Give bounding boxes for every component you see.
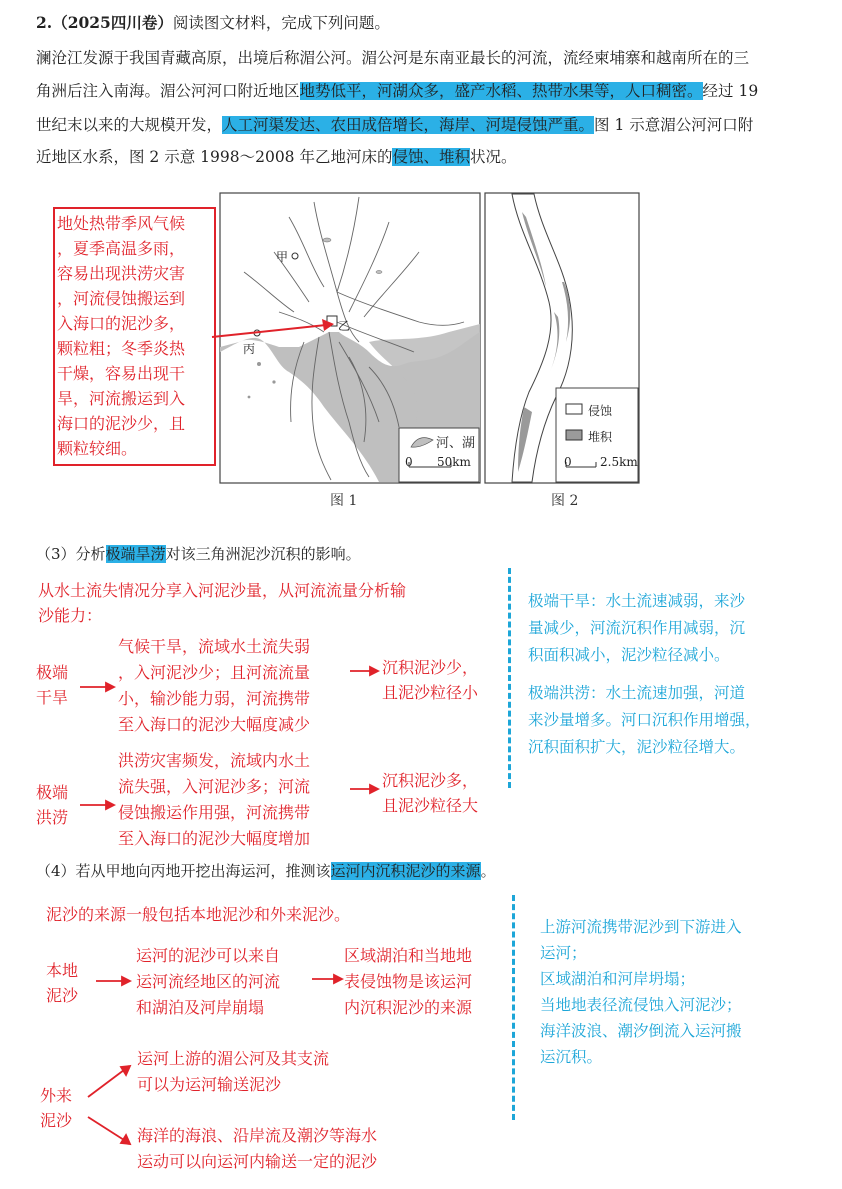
answer-line: 来沙量增多。河口沉积作用增强，	[528, 711, 761, 729]
external-text-line: 运动可以向运河内输送一定的泥沙	[137, 1152, 378, 1171]
answer-line: 极端洪涝：水土流速加强，河道	[528, 684, 746, 702]
q3-intro-1: 从水土流失情况分享入河泥沙量，从河流流量分析输	[38, 581, 407, 600]
drought-text-line: 气候干旱，流域水土流失弱	[118, 637, 311, 656]
answer-line: 区域湖泊和河岸坍塌；	[540, 970, 696, 988]
figure1-scale-value: 50km	[437, 455, 471, 469]
flood-result-line: 且泥沙粒径大	[382, 796, 479, 815]
figure2-scale-value: 2.5km	[600, 455, 638, 469]
q4-external-text-2	[137, 1123, 377, 1175]
q3-highlight: 极端旱涝	[105, 545, 166, 563]
climate-line: 干燥，容易出现干	[57, 364, 186, 383]
figure2-caption: 图 2	[551, 493, 579, 509]
external-label-line: 外来	[40, 1086, 73, 1105]
label-yi: 乙	[338, 319, 351, 333]
q4-divider	[512, 895, 515, 1120]
q4-answer	[540, 914, 742, 1070]
material-text: 图 1 示意湄公河河口附	[594, 116, 754, 134]
figure2-scale-zero: 0	[564, 455, 572, 469]
flood-label-line: 洪涝	[36, 808, 69, 827]
q3-divider	[508, 568, 511, 788]
question-source: （2025四川卷）	[52, 13, 173, 32]
q4-title	[36, 860, 496, 882]
local-result-line: 内沉积泥沙的来源	[344, 998, 473, 1017]
highlight-text: 地势低平，河湖众多，盛产水稻、热带水果等，人口稠密。	[299, 82, 703, 100]
answer-line: 上游河流携带泥沙到下游进入	[540, 918, 742, 936]
material-text: 近地区水系，图 2 示意 1998～2008 年乙地河床的	[36, 148, 393, 166]
flood-text-line: 侵蚀搬运作用强，河流携带	[118, 803, 311, 822]
climate-line: 颗粒粗；冬季炎热	[57, 339, 186, 358]
material-text: 澜沧江发源于我国青藏高原，出境后称湄公河。湄公河是东南亚最长的河流，流经柬埔寨和越南所在的三	[36, 49, 750, 67]
flood-result-line: 沉积泥沙多，	[382, 771, 479, 790]
q3-intro-2: 沙能力：	[38, 606, 103, 625]
local-result-line: 表侵蚀物是该运河	[344, 972, 473, 991]
local-result-line: 区域湖泊和当地地	[344, 946, 473, 965]
answer-line: 当地地表径流侵蚀入河泥沙；	[540, 996, 742, 1014]
material-text: 世纪末以来的大规模开发，	[36, 116, 223, 134]
answer-line: 积面积减小，泥沙粒径减小。	[528, 646, 730, 664]
q4-suffix: 。	[480, 862, 496, 880]
q4-local-label	[46, 958, 78, 1008]
climate-line: 入海口的泥沙多，	[57, 314, 186, 333]
flood-text-line: 洪涝灾害频发，流域内水土	[118, 751, 311, 770]
flood-label-line: 极端	[36, 783, 69, 802]
external-label-line: 泥沙	[40, 1111, 73, 1130]
q4-external-label	[40, 1083, 72, 1133]
q4-highlight: 运河内沉积泥沙的来源	[330, 862, 481, 880]
q4-external-text-1	[137, 1046, 329, 1098]
drought-text-line: 至入海口的泥沙大幅度减少	[118, 715, 311, 734]
answer-line: 沉积面积扩大，泥沙粒径增大。	[528, 738, 746, 756]
material-text: 角洲后注入南海。湄公河河口附近地区	[36, 82, 300, 100]
local-text-line: 运河流经地区的河流	[136, 972, 281, 991]
answer-line: 运沉积。	[540, 1048, 603, 1066]
external-text-line: 可以为运河输送泥沙	[137, 1075, 282, 1094]
highlight-text: 侵蚀、堆积	[392, 148, 470, 166]
climate-line: ，夏季高温多雨，	[57, 239, 186, 258]
drought-result-line: 沉积泥沙少，	[382, 658, 479, 677]
label-bing: 丙	[243, 342, 256, 356]
figure2-legend-erosion: 侵蚀	[588, 404, 613, 418]
local-text-line: 和湖泊及河岸崩塌	[136, 998, 265, 1017]
drought-text-line: ，入河泥沙少；且河流流量	[118, 663, 311, 682]
local-label-line: 泥沙	[46, 986, 79, 1005]
figure1-scale-zero: 0	[405, 455, 413, 469]
climate-line: 旱，河流搬运到入	[57, 389, 186, 408]
figure1-caption: 图 1	[330, 493, 358, 509]
answer-line: 海洋波浪、潮汐倒流入运河搬	[540, 1022, 742, 1040]
q4-prefix: （4）若从甲地向丙地开挖出海运河，推测该	[36, 862, 331, 880]
q3-answer-drought	[528, 588, 745, 669]
question-number: 2.	[36, 13, 53, 32]
external-text-line: 海洋的海浪、沿岸流及潮汐等海水	[137, 1126, 378, 1145]
climate-line: ，河流侵蚀搬运到	[57, 289, 186, 308]
q3-suffix: 对该三角洲泥沙沉积的影响。	[165, 545, 361, 563]
label-jia: 甲	[276, 250, 289, 264]
answer-line: 量减少，河流沉积作用减弱，沉	[528, 619, 746, 637]
drought-label-line: 极端	[36, 663, 69, 682]
material-text: 经过 19	[702, 82, 759, 100]
climate-line: 海口的泥沙少，且	[57, 414, 186, 433]
q4-local-text	[136, 943, 280, 1021]
drought-label-line: 干旱	[36, 688, 69, 707]
q4-local-result	[344, 943, 472, 1021]
external-text-line: 运河上游的湄公河及其支流	[137, 1049, 330, 1068]
q4-intro: 泥沙的来源一般包括本地泥沙和外来泥沙。	[46, 905, 351, 924]
material-text: 状况。	[469, 148, 517, 166]
figure2-legend-deposit: 堆积	[588, 430, 613, 444]
figure1-legend-label: 河、湖	[436, 436, 476, 451]
q3-prefix: （3）分析	[36, 545, 106, 563]
drought-result-line: 且泥沙粒径小	[382, 683, 479, 702]
answer-line: 极端干旱：水土流速减弱，来沙	[528, 592, 746, 610]
question-instruction: 阅读图文材料，完成下列问题。	[172, 14, 390, 32]
local-text-line: 运河的泥沙可以来自	[136, 946, 281, 965]
highlight-text: 人工河渠发达、农田成倍增长，海岸、河堤侵蚀严重。	[222, 116, 595, 134]
q3-answer-flood	[528, 680, 761, 761]
answer-line: 运河；	[540, 944, 587, 962]
local-label-line: 本地	[46, 961, 79, 980]
drought-text-line: 小，输沙能力弱，河流携带	[118, 689, 311, 708]
flood-text-line: 至入海口的泥沙大幅度增加	[118, 829, 311, 848]
flood-text-line: 流失强，入河泥沙多；河流	[118, 777, 311, 796]
climate-line: 容易出现洪涝灾害	[57, 264, 186, 283]
climate-line: 颗粒较细。	[57, 439, 138, 458]
climate-line: 地处热带季风气候	[57, 214, 186, 233]
